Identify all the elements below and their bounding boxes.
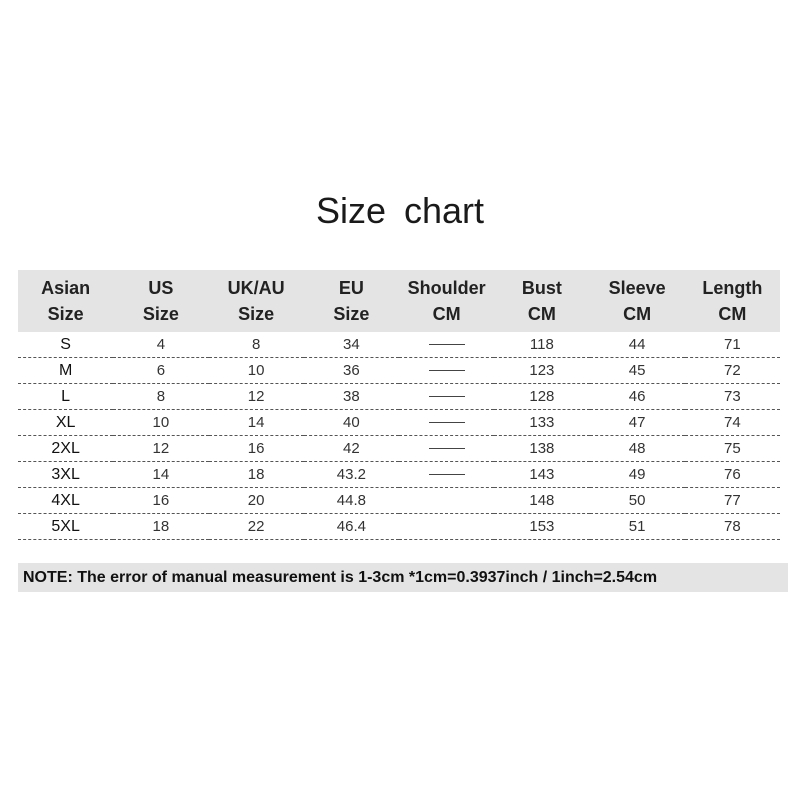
cell-asian: 2XL xyxy=(18,436,113,462)
cell-length: 72 xyxy=(685,358,780,384)
header-row xyxy=(18,270,780,332)
cell-ukau: 10 xyxy=(209,358,304,384)
cell-sleeve: 47 xyxy=(590,410,685,436)
cell-us: 6 xyxy=(113,358,208,384)
cell-sleeve: 50 xyxy=(590,488,685,514)
cell-eu: 38 xyxy=(304,384,399,410)
table-body xyxy=(18,332,780,540)
cell-bust: 143 xyxy=(494,462,589,488)
cell-us: 14 xyxy=(113,462,208,488)
cell-us: 10 xyxy=(113,410,208,436)
cell-shoulder xyxy=(399,514,494,540)
col-header-us-size xyxy=(113,270,208,332)
cell-shoulder xyxy=(399,384,494,410)
cell-asian: L xyxy=(18,384,113,410)
header-line1: Shoulder xyxy=(407,278,486,298)
cell-shoulder xyxy=(399,358,494,384)
cell-ukau: 20 xyxy=(209,488,304,514)
cell-bust: 128 xyxy=(494,384,589,410)
page-title: Size chart xyxy=(315,190,485,231)
cell-length: 77 xyxy=(685,488,780,514)
cell-asian: 3XL xyxy=(18,462,113,488)
col-header-ukau-size xyxy=(209,270,304,332)
table-row xyxy=(18,332,780,358)
header-line2: CM xyxy=(623,304,652,324)
cell-ukau: 14 xyxy=(209,410,304,436)
header-line1: Asian xyxy=(41,278,91,298)
cell-sleeve: 45 xyxy=(590,358,685,384)
cell-length: 78 xyxy=(685,514,780,540)
header-line2: CM xyxy=(432,304,461,324)
cell-eu: 36 xyxy=(304,358,399,384)
header-line1: UK/AU xyxy=(227,278,285,298)
cell-bust: 148 xyxy=(494,488,589,514)
cell-bust: 133 xyxy=(494,410,589,436)
header-line2: Size xyxy=(238,304,275,324)
cell-sleeve: 51 xyxy=(590,514,685,540)
cell-bust: 118 xyxy=(494,332,589,358)
cell-length: 74 xyxy=(685,410,780,436)
header-line1: EU xyxy=(338,278,364,298)
cell-shoulder xyxy=(399,488,494,514)
table-row xyxy=(18,462,780,488)
cell-ukau: 16 xyxy=(209,436,304,462)
cell-length: 73 xyxy=(685,384,780,410)
cell-shoulder xyxy=(399,332,494,358)
col-header-eu-size xyxy=(304,270,399,332)
header-line1: US xyxy=(148,278,174,298)
header-line1: Sleeve xyxy=(608,278,666,298)
cell-eu: 43.2 xyxy=(304,462,399,488)
cell-bust: 138 xyxy=(494,436,589,462)
cell-eu: 34 xyxy=(304,332,399,358)
table-row xyxy=(18,410,780,436)
measurement-note: NOTE: The error of manual measurement is 1-3cm *1cm=0.3937inch / 1inch=2.54cm xyxy=(18,563,788,592)
col-header-asian-size xyxy=(18,270,113,332)
table-row xyxy=(18,384,780,410)
header-line2: Size xyxy=(333,304,370,324)
header-line2: Size xyxy=(47,304,84,324)
table-header xyxy=(18,270,780,332)
cell-ukau: 22 xyxy=(209,514,304,540)
no-value-dash xyxy=(429,448,465,449)
size-chart-table xyxy=(18,270,780,540)
cell-eu: 44.8 xyxy=(304,488,399,514)
header-line1: Length xyxy=(702,278,763,298)
cell-shoulder xyxy=(399,462,494,488)
table-row xyxy=(18,358,780,384)
header-line2: Size xyxy=(142,304,179,324)
cell-length: 71 xyxy=(685,332,780,358)
no-value-dash xyxy=(429,370,465,371)
cell-asian: 4XL xyxy=(18,488,113,514)
cell-eu: 40 xyxy=(304,410,399,436)
cell-us: 4 xyxy=(113,332,208,358)
no-value-dash xyxy=(429,474,465,475)
col-header-bust xyxy=(494,270,589,332)
no-value-dash xyxy=(429,344,465,345)
cell-asian: XL xyxy=(18,410,113,436)
no-value-dash xyxy=(429,422,465,423)
cell-length: 75 xyxy=(685,436,780,462)
header-line1: Bust xyxy=(521,278,562,298)
cell-ukau: 18 xyxy=(209,462,304,488)
cell-shoulder xyxy=(399,410,494,436)
header-line2: CM xyxy=(718,304,747,324)
cell-us: 18 xyxy=(113,514,208,540)
no-value-dash xyxy=(429,396,465,397)
cell-sleeve: 46 xyxy=(590,384,685,410)
table-row xyxy=(18,514,780,540)
cell-asian: M xyxy=(18,358,113,384)
cell-eu: 42 xyxy=(304,436,399,462)
cell-asian: 5XL xyxy=(18,514,113,540)
cell-sleeve: 44 xyxy=(590,332,685,358)
header-line2: CM xyxy=(527,304,556,324)
cell-bust: 123 xyxy=(494,358,589,384)
cell-us: 12 xyxy=(113,436,208,462)
col-header-shoulder xyxy=(399,270,494,332)
table-row xyxy=(18,488,780,514)
cell-bust: 153 xyxy=(494,514,589,540)
cell-shoulder xyxy=(399,436,494,462)
cell-sleeve: 49 xyxy=(590,462,685,488)
cell-eu: 46.4 xyxy=(304,514,399,540)
cell-us: 16 xyxy=(113,488,208,514)
cell-sleeve: 48 xyxy=(590,436,685,462)
cell-asian: S xyxy=(18,332,113,358)
cell-ukau: 8 xyxy=(209,332,304,358)
cell-ukau: 12 xyxy=(209,384,304,410)
col-header-sleeve xyxy=(590,270,685,332)
cell-length: 76 xyxy=(685,462,780,488)
col-header-length xyxy=(685,270,780,332)
cell-us: 8 xyxy=(113,384,208,410)
table-row xyxy=(18,436,780,462)
